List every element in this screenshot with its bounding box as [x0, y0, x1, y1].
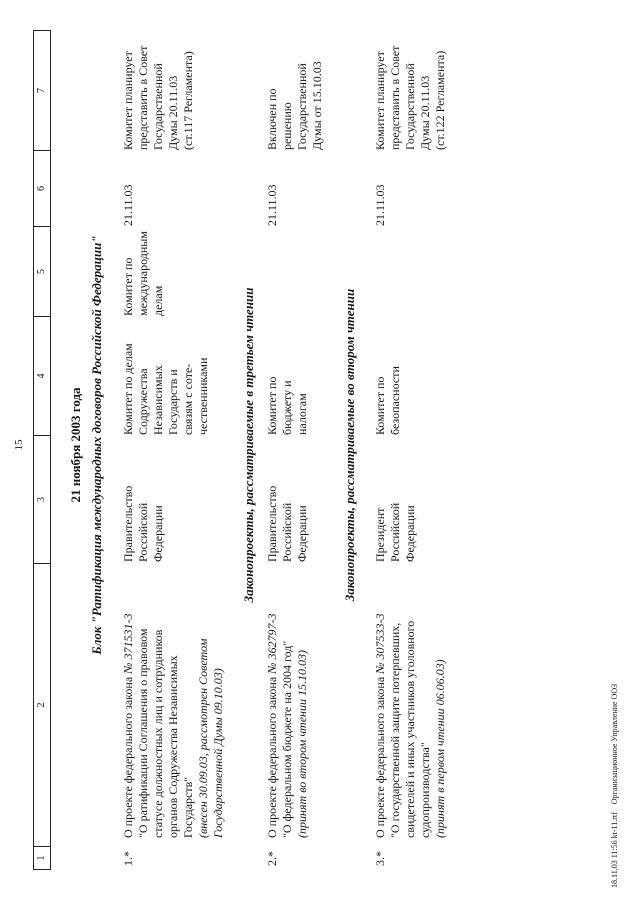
initiator-line: Правительство — [121, 485, 135, 562]
status-line: Думы 20.11.03 — [418, 75, 432, 150]
committee-line: Комитет по — [265, 376, 279, 435]
footer — [610, 684, 620, 888]
review-date — [121, 184, 136, 226]
bill-description — [265, 614, 310, 838]
initiator-line: Президент — [373, 507, 387, 562]
co-committee-line: Комитет по — [121, 257, 135, 316]
committee-line: Независимых — [151, 365, 165, 435]
bill-title-line: "О ратификации Соглашения о правовом — [136, 628, 150, 838]
column-header-7: 7 — [34, 31, 50, 151]
page-number: 15 — [13, 439, 25, 451]
bill-title-line: "О государственной защите потерпевших, — [388, 622, 402, 838]
status-note — [373, 46, 448, 150]
review-date — [373, 184, 388, 226]
initiator-line: Российской — [280, 502, 294, 562]
committee-line: чественниками — [196, 357, 210, 435]
bill-title-line: "О федеральном бюджете на 2004 год" — [280, 640, 294, 838]
footer-department: Организационное Управление ООЗ — [610, 683, 619, 805]
bill-note-line: Государственной Думы 09.10.03) — [211, 668, 225, 838]
initiator-line: Федерации — [151, 505, 165, 562]
review-date-value: 21.11.03 — [121, 184, 135, 226]
committee-line: связям с соте- — [181, 363, 195, 435]
bill-heading-line — [121, 614, 136, 838]
responsible-committee — [265, 377, 310, 435]
initiator — [121, 486, 166, 562]
status-line: (ст.122 Регламента) — [433, 50, 447, 150]
bill-title-line: судопроизводства" — [418, 742, 432, 838]
committee-line: Содружества — [136, 368, 150, 435]
bill-registration-number: № 371531-3 — [121, 613, 135, 674]
status-line: Комитет планирует — [373, 51, 387, 150]
bill-note-line: (внесен 30.09.03, рассмотрен Советом — [196, 638, 210, 838]
committee-line: Комитет по делам — [121, 343, 135, 435]
row-number-label: 2.* — [265, 851, 279, 866]
status-line: Думы 20.11.03 — [166, 75, 180, 150]
bill-registration-number: № 362797-3 — [265, 613, 279, 674]
initiator-line: Российской — [388, 502, 402, 562]
row-number — [265, 851, 280, 866]
status-note — [121, 46, 196, 150]
bill-heading-line — [265, 614, 280, 838]
initiator-line: Российской — [136, 502, 150, 562]
status-line: Включен по — [265, 88, 279, 150]
section-heading-third-reading: Законопроекты, рассматриваемые в третьем чтении — [241, 287, 256, 603]
block-title: Блок "Ратификация международных договоров Российской Федерации" — [89, 235, 104, 655]
committee-line: Государств и — [166, 369, 180, 435]
review-date-value: 21.11.03 — [373, 184, 387, 226]
bill-title-line: органов Содружества Независимых — [166, 655, 180, 838]
column-header-2: 2 — [34, 564, 50, 847]
status-line: решению — [280, 102, 294, 150]
committee-line: безопасности — [388, 366, 402, 435]
bill-intro: О проекте федерального закона — [373, 676, 387, 838]
bill-title-line: свидетелей и иных участников уголовного — [403, 620, 417, 838]
bill-note-line: (принят в первом чтении 06.06.03) — [433, 659, 447, 838]
initiator-line: Федерации — [295, 505, 309, 562]
row-number-label: 1.* — [121, 851, 135, 866]
footer-file-info: 18.11.03 11:56 kt-11.rtf — [610, 812, 619, 888]
status-line: Комитет планирует — [121, 51, 135, 150]
co-committee-line: делам — [151, 285, 165, 316]
section-heading-second-reading: Законопроекты, рассматриваемые во втором чтении — [342, 288, 357, 602]
bill-description — [121, 614, 226, 838]
co-committee-line: международным — [136, 231, 150, 316]
status-line: (ст.117 Регламента) — [181, 51, 195, 150]
committee-line: Комитет по — [373, 376, 387, 435]
review-date — [265, 184, 280, 226]
column-header-3: 3 — [34, 436, 50, 564]
bill-intro: О проекте федерального закона — [265, 676, 279, 838]
status-line: Думы от 15.10.03 — [310, 61, 324, 150]
bill-title-line: статусе должностных лиц и сотрудников — [151, 629, 165, 838]
committee-line: бюджету и — [280, 380, 294, 435]
status-line: Государственной — [403, 63, 417, 150]
status-line: Государственной — [295, 63, 309, 150]
column-header-1: 1 — [36, 855, 47, 861]
initiator-line: Федерации — [403, 505, 417, 562]
column-header-6: 6 — [34, 151, 50, 227]
committee-line: налогам — [295, 393, 309, 435]
bill-note-line: (принят во втором чтении 15.10.03) — [295, 650, 309, 838]
initiator-line: Правительство — [265, 485, 279, 562]
status-line: представить в Совет — [136, 45, 150, 150]
row-number — [121, 851, 136, 866]
bill-title-line: Государств" — [181, 776, 195, 838]
column-header-5: 5 — [34, 227, 50, 317]
bill-description — [373, 614, 448, 838]
status-line: Государственной — [151, 63, 165, 150]
column-header-row — [33, 30, 51, 870]
responsible-committee — [121, 343, 211, 435]
co-committee — [121, 231, 166, 316]
bill-intro: О проекте федерального закона — [121, 676, 135, 838]
row-number-label: 3.* — [373, 851, 387, 866]
status-note — [265, 61, 325, 150]
initiator — [265, 486, 310, 562]
row-number — [373, 851, 388, 866]
column-header-4: 4 — [34, 317, 50, 436]
bill-registration-number: № 307533-3 — [373, 613, 387, 674]
status-line: представить в Совет — [388, 45, 402, 150]
initiator — [373, 503, 418, 562]
bill-heading-line — [373, 614, 388, 838]
date-heading: 21 ноября 2003 года — [68, 387, 83, 503]
review-date-value: 21.11.03 — [265, 184, 279, 226]
responsible-committee — [373, 366, 403, 435]
